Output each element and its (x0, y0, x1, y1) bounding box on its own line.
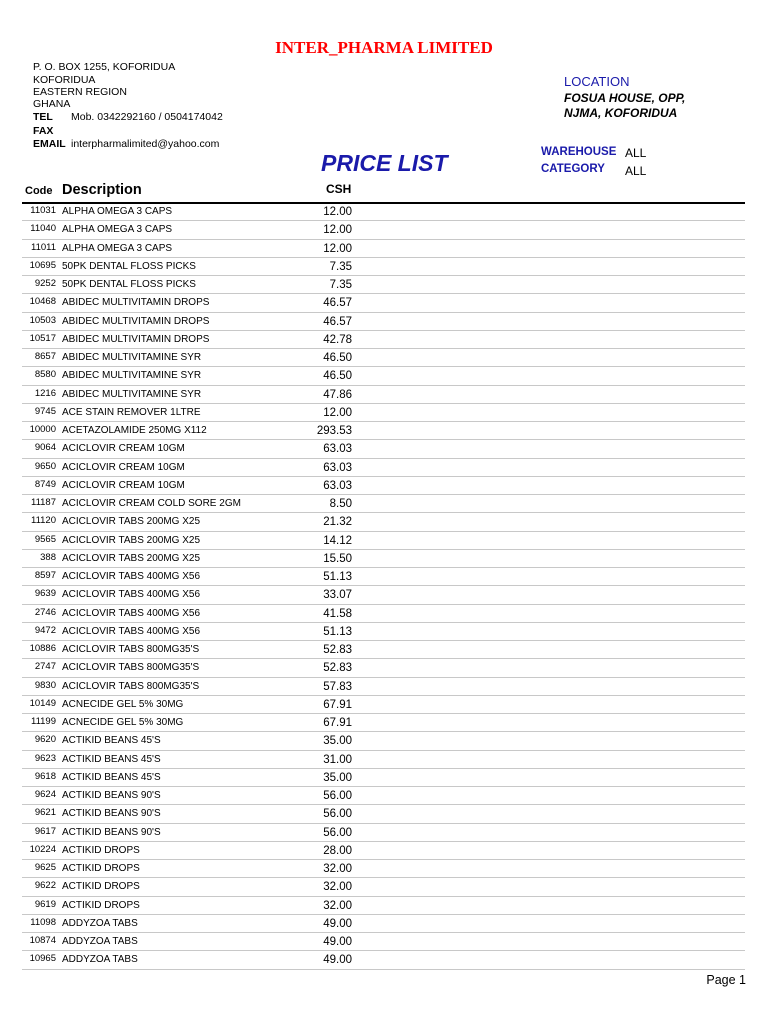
location-line-1: FOSUA HOUSE, OPP, (564, 91, 686, 105)
cell-price: 67.91 (323, 717, 352, 729)
location-line-2: NJMA, KOFORIDUA (564, 106, 678, 120)
cell-price: 57.83 (323, 680, 352, 693)
cell-code: 11120 (30, 515, 56, 527)
cell-code: 9625 (34, 862, 56, 873)
cell-code: 9624 (34, 789, 56, 800)
table-row (22, 678, 745, 696)
table-row (22, 331, 745, 349)
cell-code: 11031 (30, 205, 56, 216)
price-table (22, 203, 745, 970)
cell-code: 9565 (34, 533, 56, 545)
table-row (22, 313, 745, 331)
table-row (22, 824, 745, 842)
cell-price: 49.00 (323, 954, 352, 967)
cell-description: ABIDEC MULTIVITAMIN DROPS (62, 297, 210, 309)
cell-price: 67.91 (323, 698, 352, 711)
cell-price: 42.78 (323, 333, 352, 346)
address-line-2: KOFORIDUA (33, 74, 96, 86)
cell-code: 9621 (34, 807, 56, 819)
column-header-code: Code (25, 185, 53, 197)
table-row (22, 221, 745, 239)
cell-price: 47.86 (323, 388, 352, 401)
cell-description: ACICLOVIR CREAM 10GM (62, 461, 185, 473)
cell-code: 10224 (29, 843, 56, 855)
column-header-price: CSH (326, 182, 352, 196)
table-row (22, 641, 745, 659)
cell-description: ACICLOVIR TABS 400MG X56 (62, 571, 201, 582)
cell-code: 10886 (29, 643, 56, 654)
cell-price: 51.13 (323, 571, 352, 583)
cell-price: 33.07 (323, 589, 352, 602)
table-row (22, 367, 745, 385)
email-line (33, 138, 219, 150)
cell-price: 14.12 (323, 534, 352, 547)
table-row (22, 769, 745, 787)
location-address (564, 91, 685, 121)
cell-price: 52.83 (323, 644, 352, 656)
page-number: Page 1 (706, 973, 746, 987)
table-row (22, 203, 745, 221)
cell-description: ACTIKID DROPS (62, 899, 140, 911)
cell-description: ACTIKID DROPS (62, 844, 140, 856)
table-row (22, 787, 745, 805)
cell-price: 293.53 (316, 425, 352, 437)
cell-price: 7.35 (329, 279, 352, 291)
cell-description: ACTIKID BEANS 90'S (62, 826, 161, 838)
table-row (22, 605, 745, 623)
cell-code: 9617 (34, 825, 56, 837)
cell-code: 10517 (29, 332, 56, 344)
cell-description: ACICLOVIR TABS 400MG X56 (62, 625, 201, 637)
cell-description: ACICLOVIR TABS 400MG X56 (62, 589, 201, 601)
table-row (22, 459, 745, 477)
cell-price: 35.00 (323, 735, 352, 748)
cell-description: ACICLOVIR TABS 200MG X25 (62, 534, 201, 546)
cell-description: ABIDEC MULTIVITAMINE SYR (62, 388, 202, 400)
cell-price: 7.35 (329, 260, 352, 273)
table-row (22, 294, 745, 312)
cell-code: 10000 (29, 424, 56, 435)
table-row (22, 805, 745, 823)
cell-price: 56.00 (323, 826, 352, 839)
cell-description: ACTIKID BEANS 45'S (62, 771, 161, 783)
category-value: ALL (625, 164, 647, 178)
table-row (22, 513, 745, 531)
cell-description: ACTIKID DROPS (62, 863, 140, 874)
cell-description: ACICLOVIR CREAM 10GM (62, 479, 185, 491)
cell-code: 9620 (34, 734, 56, 746)
cell-code: 8657 (34, 351, 56, 362)
cell-description: ACNECIDE GEL 5% 30MG (62, 717, 184, 728)
cell-code: 11187 (30, 497, 56, 508)
table-row (22, 714, 745, 732)
fax-label: FAX (33, 125, 54, 137)
cell-price: 56.00 (323, 790, 352, 802)
table-row (22, 532, 745, 550)
cell-price: 46.50 (323, 370, 352, 383)
cell-description: ACTIKID BEANS 45'S (62, 735, 161, 747)
cell-price: 46.57 (323, 297, 352, 310)
cell-code: 11011 (30, 241, 56, 253)
warehouse-value: ALL (625, 146, 647, 160)
cell-price: 32.00 (323, 863, 352, 875)
cell-description: ABIDEC MULTIVITAMIN DROPS (62, 333, 210, 345)
cell-code: 2746 (34, 606, 56, 618)
cell-price: 12.00 (323, 206, 352, 218)
cell-description: ADDYZOA TABS (62, 954, 138, 966)
cell-code: 9619 (34, 898, 56, 910)
cell-description: ALPHA OMEGA 3 CAPS (62, 206, 173, 217)
cell-price: 51.13 (323, 625, 352, 638)
location-label: LOCATION (564, 74, 630, 89)
cell-price: 12.00 (323, 406, 352, 419)
cell-description: ACICLOVIR TABS 800MG35'S (62, 644, 200, 655)
cell-code: 9064 (34, 442, 56, 454)
cell-price: 31.00 (323, 753, 352, 766)
cell-code: 10503 (29, 314, 56, 326)
cell-description: 50PK DENTAL FLOSS PICKS (62, 279, 196, 290)
cell-description: ACETAZOLAMIDE 250MG X112 (62, 425, 207, 436)
cell-description: ABIDEC MULTIVITAMIN DROPS (62, 315, 210, 327)
cell-description: ADDYZOA TABS (62, 936, 138, 947)
cell-price: 41.58 (323, 607, 352, 620)
table-row (22, 240, 745, 258)
cell-description: ALPHA OMEGA 3 CAPS (62, 242, 173, 254)
table-row (22, 933, 745, 951)
table-row (22, 568, 745, 586)
table-row (22, 842, 745, 860)
table-row (22, 860, 745, 878)
table-row (22, 349, 745, 367)
cell-description: ACICLOVIR TABS 200MG X25 (62, 552, 201, 564)
cell-description: ABIDEC MULTIVITAMINE SYR (62, 352, 202, 363)
cell-code: 9650 (34, 460, 56, 472)
table-row (22, 751, 745, 769)
cell-code: 9252 (34, 278, 56, 289)
cell-description: ACTIKID DROPS (62, 881, 140, 893)
cell-code: 10695 (29, 259, 56, 271)
cell-description: 50PK DENTAL FLOSS PICKS (62, 260, 196, 272)
cell-price: 56.00 (323, 808, 352, 821)
cell-code: 9830 (34, 679, 56, 691)
column-header-description: Description (62, 182, 142, 198)
table-row (22, 550, 745, 568)
cell-price: 32.00 (323, 899, 352, 912)
cell-code: 9639 (34, 588, 56, 600)
cell-code: 8749 (34, 478, 56, 490)
cell-description: ABIDEC MULTIVITAMINE SYR (62, 370, 202, 382)
table-row (22, 495, 745, 513)
cell-description: ACICLOVIR CREAM 10GM (62, 443, 185, 455)
table-row (22, 951, 745, 969)
cell-price: 32.00 (323, 881, 352, 894)
email-value: interpharmalimited@yahoo.com (71, 138, 220, 150)
cell-description: ACICLOVIR TABS 200MG X25 (62, 516, 201, 528)
table-row (22, 586, 745, 604)
cell-price: 35.00 (323, 771, 352, 784)
tel-value: Mob. 0342292160 / 0504174042 (71, 111, 223, 123)
table-row (22, 422, 745, 440)
cell-code: 2747 (34, 661, 56, 673)
cell-code: 10874 (29, 935, 56, 946)
cell-description: ACICLOVIR TABS 800MG35'S (62, 680, 200, 692)
fax-line (33, 125, 71, 137)
cell-description: ACICLOVIR TABS 800MG35'S (62, 662, 200, 674)
cell-price: 52.83 (323, 662, 352, 675)
address-line-1: P. O. BOX 1255, KOFORIDUA (33, 61, 176, 73)
table-row (22, 915, 745, 933)
cell-price: 46.50 (323, 352, 352, 364)
cell-price: 46.57 (323, 315, 352, 328)
cell-code: 10965 (29, 953, 56, 965)
cell-code: 8597 (34, 570, 56, 581)
table-row (22, 732, 745, 750)
email-label: EMAIL (33, 138, 66, 150)
cell-code: 9745 (34, 405, 56, 417)
category-label: CATEGORY (541, 163, 605, 175)
cell-code: 10149 (29, 697, 56, 709)
table-row (22, 477, 745, 495)
table-row (22, 404, 745, 422)
table-row (22, 897, 745, 915)
cell-price: 12.00 (323, 224, 352, 237)
cell-price: 49.00 (323, 917, 352, 930)
cell-price: 63.03 (323, 461, 352, 474)
address-line-4: GHANA (33, 98, 71, 110)
cell-code: 9623 (34, 752, 56, 764)
page-title: PRICE LIST (321, 150, 448, 176)
cell-price: 8.50 (329, 498, 352, 510)
tel-line (33, 111, 223, 123)
warehouse-label: WAREHOUSE (541, 146, 617, 158)
cell-price: 49.00 (323, 936, 352, 948)
table-row (22, 440, 745, 458)
cell-code: 11199 (30, 716, 56, 727)
cell-description: ACE STAIN REMOVER 1LTRE (62, 406, 201, 418)
cell-description: ADDYZOA TABS (62, 917, 138, 929)
cell-code: 11040 (30, 223, 56, 235)
cell-price: 15.50 (323, 552, 352, 565)
cell-description: ALPHA OMEGA 3 CAPS (62, 224, 173, 236)
cell-code: 9618 (34, 770, 56, 782)
cell-code: 1216 (34, 387, 56, 399)
cell-price: 12.00 (323, 242, 352, 255)
cell-description: ACICLOVIR TABS 400MG X56 (62, 607, 201, 619)
cell-price: 21.32 (323, 516, 352, 529)
table-row (22, 696, 745, 714)
cell-price: 28.00 (323, 844, 352, 857)
cell-code: 9472 (34, 624, 56, 636)
tel-label: TEL (33, 111, 53, 123)
cell-description: ACTIKID BEANS 45'S (62, 753, 161, 765)
table-row (22, 276, 745, 294)
cell-code: 8580 (34, 369, 56, 381)
table-row (22, 258, 745, 276)
table-row (22, 386, 745, 404)
cell-description: ACTIKID BEANS 90'S (62, 790, 161, 801)
cell-code: 388 (40, 551, 56, 563)
cell-description: ACTIKID BEANS 90'S (62, 808, 161, 820)
cell-code: 11098 (30, 916, 56, 928)
company-name: INTER_PHARMA LIMITED (275, 38, 493, 57)
cell-description: ACNECIDE GEL 5% 30MG (62, 698, 184, 710)
cell-code: 9622 (34, 880, 56, 892)
cell-description: ACICLOVIR CREAM COLD SORE 2GM (62, 498, 241, 509)
address-line-3: EASTERN REGION (33, 86, 127, 98)
table-row (22, 878, 745, 896)
cell-price: 63.03 (323, 443, 352, 456)
cell-price: 63.03 (323, 479, 352, 492)
table-row (22, 623, 745, 641)
cell-code: 10468 (29, 296, 56, 308)
table-row (22, 659, 745, 677)
